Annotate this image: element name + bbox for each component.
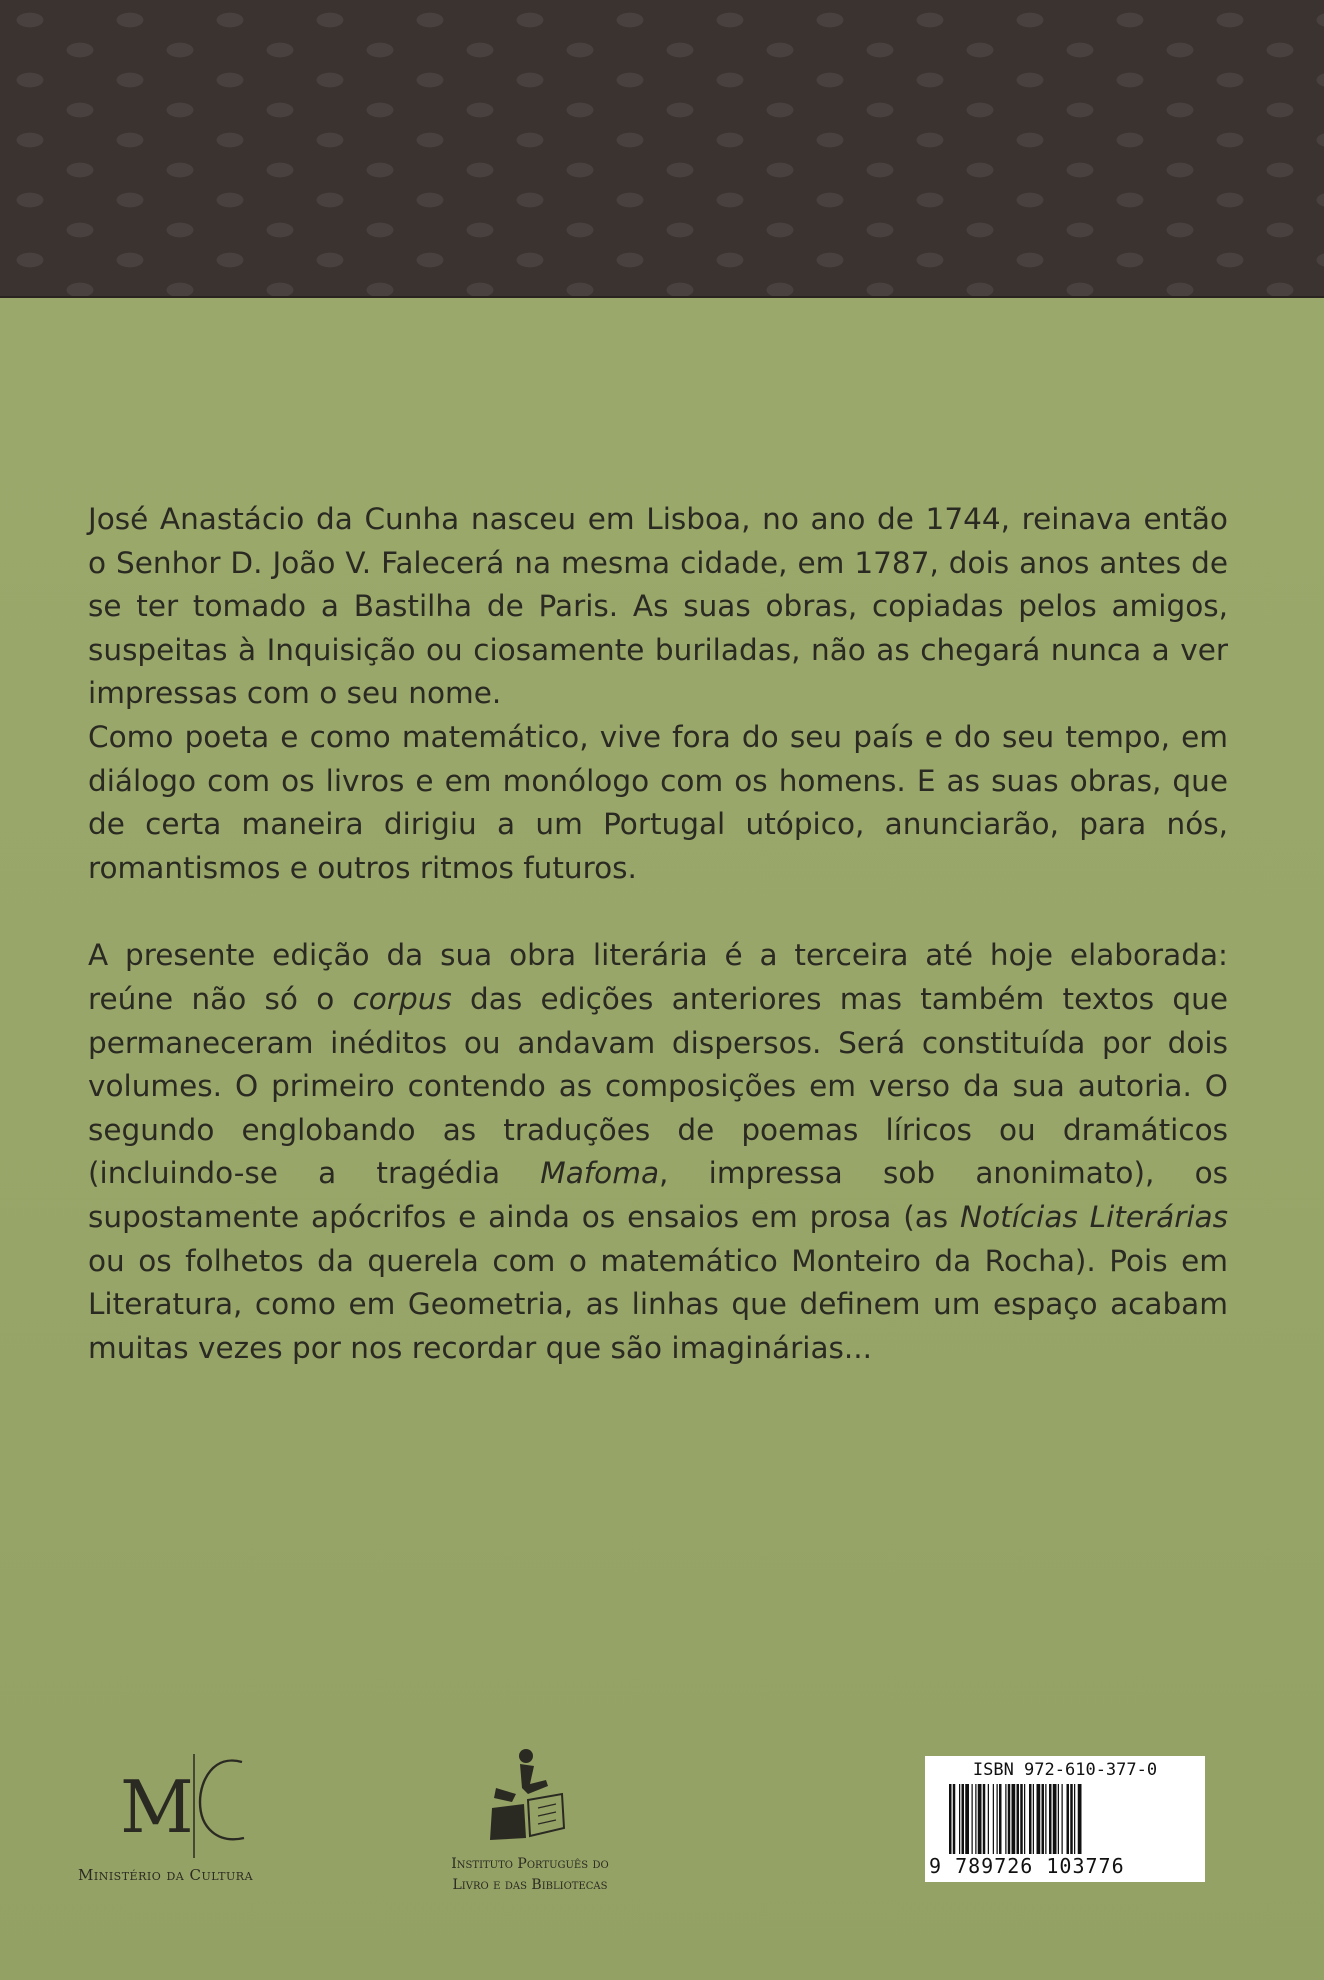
ministerio-da-cultura-logo — [78, 1740, 328, 1890]
reading-figure-icon — [476, 1744, 586, 1844]
blurb-paragraph-1: José Anastácio da Cunha nasceu em Lisboa, no ano de 1744, reinava então o Senhor D. João V. Falecerá na mesma cidade, em 1787, dois anos antes de se ter tomado a Bastilha de Paris. As suas obras, copiadas pelos amigos, suspeitas à Inquisição ou ciosamente buriladas, não as chegará nunca a ver impressas com o seu nome. — [88, 502, 1228, 711]
isbn-label: ISBN 972-610-377-0 — [972, 1760, 1158, 1780]
ipl-caption-line-1: Instituto Português do — [451, 1856, 609, 1872]
decorative-top-band — [0, 0, 1324, 298]
blurb-paragraph-3: A presente edição da sua obra literária é a terceira até hoje elaborada: reúne não só o corpus das edições anteriores mas também textos que permaneceram inéditos ou andavam dispersos. Será constituída por dois volumes. O primeiro contendo as composições em verso da sua autoria. O segundo englobando as traduções de poemas líricos ou dramáticos (incluindo-se a tragédia Mafoma, impressa sob anonimato), os supostamente apócrifos e ainda os ensaios em prosa (as Notícias Literárias ou os folhetos da querela com o matemático Monteiro da Rocha). Pois em Literatura, como em Geometria, as linhas que definem um espaço acabam muitas vezes por nos recordar que são imaginárias... — [88, 938, 1228, 1365]
barcode-icon — [947, 1784, 1191, 1854]
svg-text:M: M — [120, 1765, 194, 1849]
paragraph-spacer — [88, 890, 1228, 934]
ipl-caption — [410, 1854, 650, 1896]
blurb-text — [88, 498, 1228, 1370]
mc-monogram-icon — [118, 1740, 258, 1860]
isbn-barcode-block — [925, 1756, 1205, 1882]
instituto-portugues-logo — [410, 1740, 650, 1900]
ipl-caption-line-2: Livro e das Bibliotecas — [452, 1877, 608, 1893]
mc-caption: Ministério da Cultura — [78, 1866, 254, 1884]
blurb-paragraph-2: Como poeta e como matemático, vive fora do seu país e do seu tempo, em diálogo com os livros e em monólogo com os homens. E as suas obras, que de certa maneira dirigiu a um Portugal utópico, anunciarão, para nós, romantismos e outros ritmos futuros. — [88, 719, 1228, 885]
isbn-digits: 9 789726 103776 — [929, 1854, 1125, 1878]
